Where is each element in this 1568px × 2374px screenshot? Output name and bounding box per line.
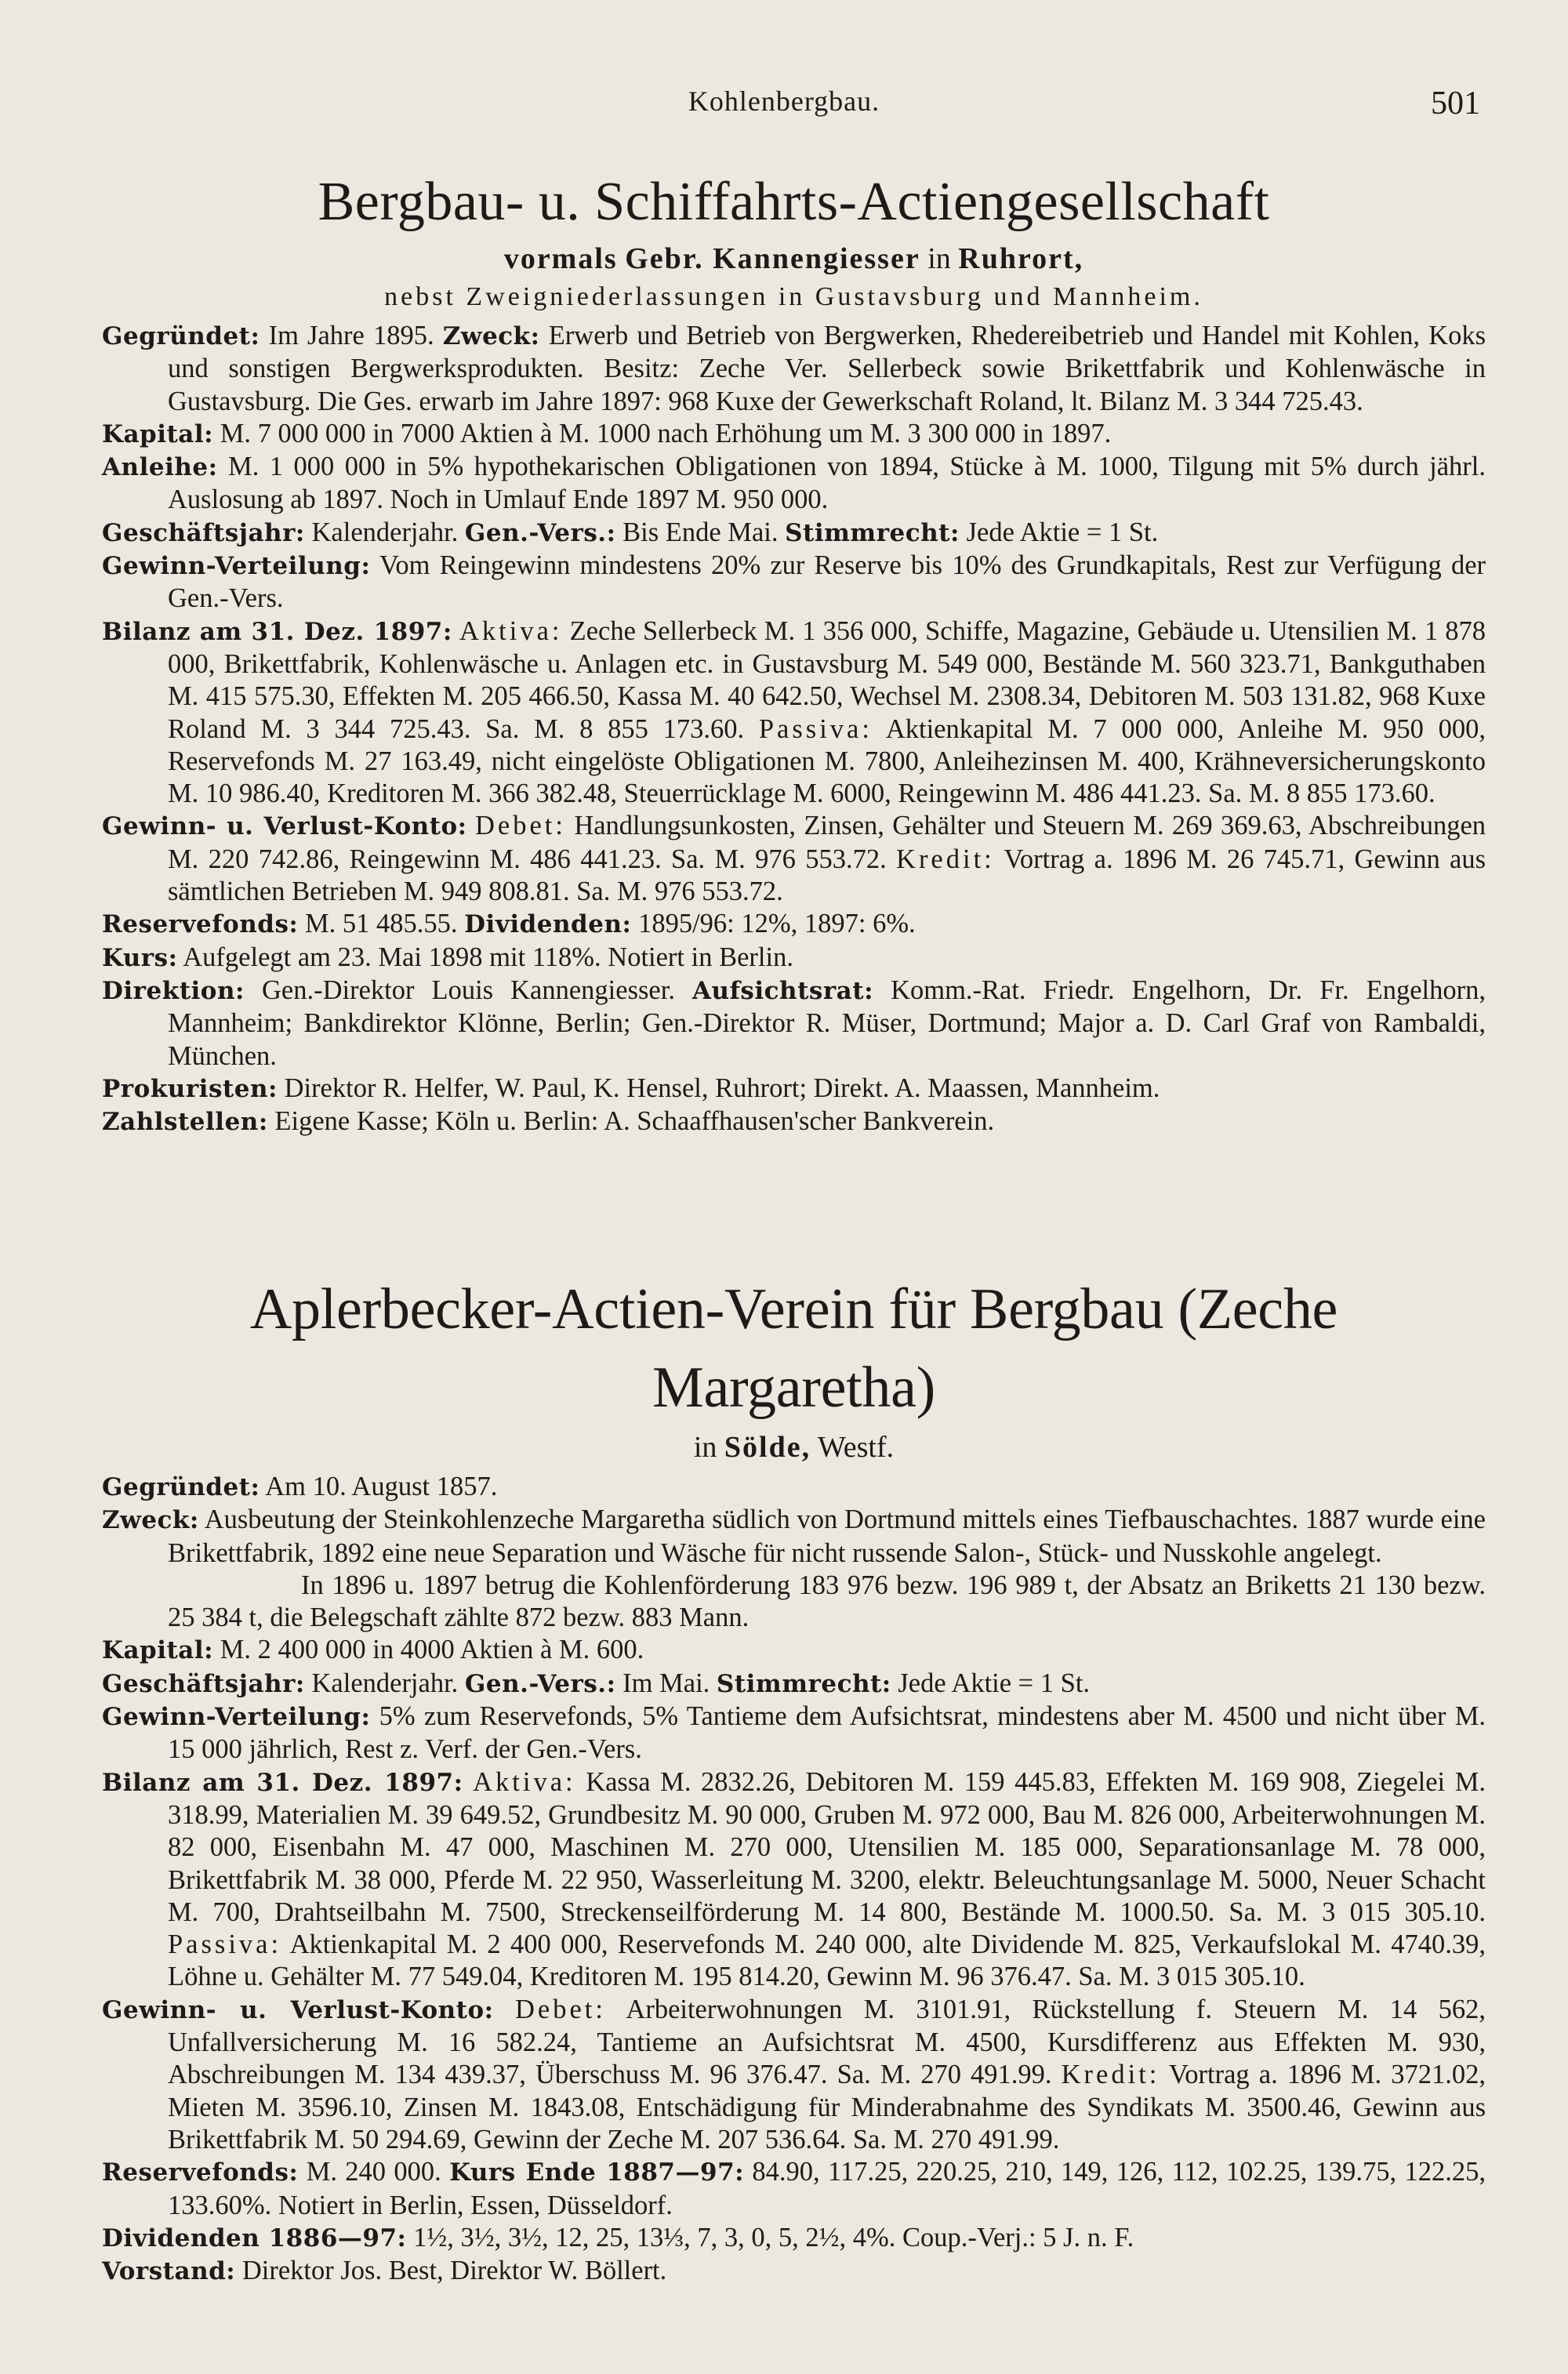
- entry-gegruendet: [102, 1471, 1486, 1504]
- label-prokuristen: Prokuristen:: [102, 1074, 278, 1103]
- label-reservefonds: Reservefonds:: [102, 2158, 299, 2187]
- label-gewinn-verlust: Gewinn- u. Verlust-Konto:: [102, 812, 467, 841]
- label-bilanz: Bilanz am 31. Dez. 1897:: [102, 617, 452, 646]
- text-passiva: Aktienkapital M. 2 400 000, Reservefonds M. 240 000, alte Dividende M. 825, Verkaufslokal M. 4740.39, Löhne u. Gehälter M. 77 549.04, Kreditoren M. 195 814.20, Gewinn M. 96 376.47. Sa. M. 3 015 305.10.: [168, 1929, 1486, 1992]
- label-bilanz: Bilanz am 31. Dez. 1897:: [102, 1768, 463, 1797]
- company-body: [102, 1471, 1486, 2288]
- text-debet: Handlungsunkosten, Zinsen, Gehälter und Steuern M. 269 369.63, Abschreibungen M. 220 742.86, Reingewinn M. 486 441.23. Sa. M. 976 553.72.: [168, 811, 1486, 874]
- text-zweck: Erwerb und Betrieb von Bergwerken, Rhedereibetrieb und Handel mit Kohlen, Koks und sonstigen Bergwerksprodukten. Besitz: Zeche Ver. Sellerbeck sowie Brikettfabrik und Kohlenwäsche in Gustavsburg. Die Ges. erwarb im Jahre 1897: 968 Kuxe der Gewerkschaft Roland, lt. Bilanz M. 3 344 725.43.: [168, 321, 1486, 416]
- entry-geschaeftsjahr: [102, 1668, 1486, 1701]
- label-geschaeftsjahr: Geschäftsjahr:: [102, 518, 305, 547]
- entry-direktion: [102, 975, 1486, 1073]
- label-dividenden: Dividenden 1886—97:: [102, 2223, 407, 2252]
- subtitle-vormals: vormals: [503, 242, 618, 275]
- subtitle-in: in: [693, 1431, 717, 1464]
- subtitle-name: Gebr. Kannengiesser: [625, 242, 920, 275]
- text-gegruendet: Am 10. August 1857.: [265, 1472, 498, 1501]
- text-gen-vers: Im Mai.: [622, 1668, 710, 1698]
- text-anleihe: M. 1 000 000 in 5% hypothekarischen Obligationen von 1894, Stücke à M. 1000, Tilgung mit 5% durch jährl. Auslosung ab 1897. Noch in Umlauf Ende 1897 M. 950 000.: [168, 452, 1486, 515]
- label-gewinn-verteilung: Gewinn-Verteilung:: [102, 552, 371, 581]
- text-reservefonds: M. 51 485.55.: [304, 909, 458, 939]
- subtitle-region: Westf.: [817, 1431, 895, 1464]
- text-passiva: Aktienkapital M. 7 000 000, Anleihe M. 950 000, Reservefonds M. 27 163.49, nicht eingelöste Obligationen M. 7800, Anleihezinsen M. 400, Krähneversicherungskonto M. 10 986.40, Kreditoren M. 366 382.48, Steuerrücklage M. 6000, Reingewinn M. 486 441.23. Sa. M. 8 855 173.60.: [168, 713, 1486, 809]
- entry-reservefonds: [102, 2156, 1486, 2222]
- entry-gewinn-verteilung: [102, 1701, 1486, 1766]
- label-zweck: Zweck:: [442, 322, 540, 350]
- entry-gewinn-verteilung: [102, 550, 1486, 615]
- label-passiva: Passiva:: [758, 713, 873, 744]
- company-body: [102, 320, 1486, 1138]
- text-kredit: Vortrag a. 1896 M. 3721.02, Mieten M. 3596.10, Zinsen M. 1843.08, Entschädigung für Minderabnahme des Syndikats M. 3500.46, Gewinn aus Brikettfabrik M. 50 294.69, Gewinn der Zeche M. 207 536.64. Sa. M. 270 491.99.: [168, 2060, 1486, 2154]
- entry-gegruendet: [102, 320, 1486, 418]
- label-anleihe: Anleihe:: [102, 453, 218, 482]
- label-kapital: Kapital:: [102, 419, 214, 448]
- entry-zweck-continued: In 1896 u. 1897 betrug die Kohlenförderung 183 976 bezw. 196 989 t, der Absatz an Briketts 21 130 bezw. 25 384 t, die Belegschaft zählte 872 bezw. 883 Mann.: [168, 1570, 1486, 1633]
- text-zahlstellen: Eigene Kasse; Köln u. Berlin: A. Schaaffhausen'scher Bankverein.: [274, 1106, 995, 1137]
- entry-geschaeftsjahr: [102, 517, 1486, 550]
- text-prokuristen: Direktor R. Helfer, W. Paul, K. Hensel, Ruhrort; Direkt. A. Maassen, Mannheim.: [284, 1073, 1160, 1103]
- company-entry-1: [102, 166, 1486, 1138]
- label-zahlstellen: Zahlstellen:: [102, 1108, 268, 1137]
- entry-kapital: [102, 1634, 1486, 1667]
- text-stimmrecht: Jede Aktie = 1 St.: [966, 517, 1159, 547]
- text-kredit: Vortrag a. 1896 M. 26 745.71, Gewinn aus sämtlichen Betrieben M. 949 808.81. Sa. M. 976 553.72.: [168, 844, 1486, 907]
- label-reservefonds: Reservefonds:: [102, 910, 299, 939]
- label-aufsichtsrat: Aufsichtsrat:: [692, 976, 874, 1005]
- company-subtitle: [102, 238, 1486, 279]
- label-dividenden: Dividenden:: [464, 910, 632, 939]
- company-branches: nebst Zweigniederlassungen in Gustavsburg und Mannheim.: [384, 282, 1203, 311]
- label-debet: Debet:: [474, 811, 566, 841]
- label-aktiva: Aktiva:: [459, 615, 563, 646]
- text-stimmrecht: Jede Aktie = 1 St.: [898, 1668, 1091, 1698]
- label-gen-vers: Gen.-Vers.:: [464, 1669, 616, 1698]
- text-dividenden: 1½, 3½, 3½, 12, 25, 13⅓, 7, 3, 0, 5, 2½, 4%. Coup.-Verj.: 5 J. n. F.: [413, 2222, 1134, 2252]
- text-kurs: Aufgelegt am 23. Mai 1898 mit 118%. Notiert in Berlin.: [183, 942, 793, 972]
- entry-bilanz: [102, 1766, 1486, 1994]
- label-stimmrecht: Stimmrecht:: [716, 1669, 891, 1698]
- label-stimmrecht: Stimmrecht:: [785, 518, 960, 547]
- label-passiva: Passiva:: [168, 1929, 282, 1960]
- subtitle-place: Sölde,: [724, 1431, 811, 1464]
- entry-zweck: [102, 1504, 1486, 1570]
- label-kredit: Kredit:: [896, 844, 995, 874]
- text-aktiva: Zeche Sellerbeck M. 1 356 000, Schiffe, Magazine, Gebäude u. Utensilien M. 1 878 000, Brikettfabrik, Kohlenwäsche u. Anlagen etc. in Gustavsburg M. 549 000, Bestände M. 560 323.71, Bankguthaben M. 415 575.30, Effekten M. 205 466.50, Kassa M. 40 642.50, Wechsel M. 2308.34, Debitoren M. 503 131.82, 968 Kuxe Roland M. 3 344 725.43. Sa. M. 8 855 173.60.: [168, 615, 1486, 744]
- text-reservefonds: M. 240 000.: [306, 2157, 441, 2187]
- page-number: 501: [1431, 85, 1480, 122]
- text-vorstand: Direktor Jos. Best, Direktor W. Böllert.: [241, 2256, 667, 2286]
- label-gewinn-verlust: Gewinn- u. Verlust-Konto:: [102, 1995, 494, 2024]
- label-geschaeftsjahr: Geschäftsjahr:: [102, 1669, 305, 1698]
- company-subtitle: [102, 1427, 1486, 1468]
- entry-anleihe: [102, 451, 1486, 517]
- entry-kapital: [102, 418, 1486, 451]
- running-title: Kohlenbergbau.: [688, 85, 880, 117]
- label-gegruendet: Gegründet:: [102, 1473, 260, 1501]
- text-geschaeftsjahr: Kalenderjahr.: [311, 517, 459, 547]
- label-kredit: Kredit:: [1061, 2060, 1160, 2090]
- text-direktion: Gen.-Direktor Louis Kannengiesser.: [262, 975, 675, 1005]
- entry-zahlstellen: [102, 1105, 1486, 1138]
- label-gegruendet: Gegründet:: [102, 322, 260, 350]
- label-gewinn-verteilung: Gewinn-Verteilung:: [102, 1703, 371, 1732]
- text-aufsichtsrat: Komm.-Rat. Friedr. Engelhorn, Dr. Fr. Engelhorn, Mannheim; Bankdirektor Klönne, Berlin; Gen.-Direktor R. Müser, Dortmund; Major a. D. Carl Graf von Rambaldi, München.: [168, 975, 1486, 1071]
- text-gewinn-verteilung: Vom Reingewinn mindestens 20% zur Reserve bis 10% des Grundkapitals, Rest zur Verfügung der Gen.-Vers.: [168, 550, 1486, 614]
- running-head: [0, 85, 1568, 132]
- label-debet: Debet:: [514, 1994, 606, 2024]
- label-kurs: Kurs Ende 1887—97:: [449, 2158, 745, 2187]
- text-dividenden: 1895/96: 12%, 1897: 6%.: [638, 909, 916, 939]
- text-debet: Arbeiterwohnungen M. 3101.91, Rückstellung f. Steuern M. 14 562, Unfallversicherung M. 16 582.24, Tantieme an Aufsichtsrat M. 4500, Kursdifferenz aus Effekten M. 930, Abschreibungen M. 134 439.37, Überschuss M. 96 376.47. Sa. M. 270 491.99.: [168, 1994, 1486, 2090]
- entry-vorstand: [102, 2255, 1486, 2288]
- label-vorstand: Vorstand:: [102, 2257, 236, 2286]
- text-aktiva: Kassa M. 2832.26, Debitoren M. 159 445.83, Effekten M. 169 908, Ziegelei M. 318.99, Materialien M. 39 649.52, Grundbesitz M. 90 000, Gruben M. 972 000, Bau M. 826 000, Arbeiterwohnungen M. 82 000, Eisenbahn M. 47 000, Maschinen M. 270 000, Utensilien M. 185 000, Separationsanlage M. 78 000, Brikettfabrik M. 38 000, Pferde M. 22 950, Wasserleitung M. 3200, elektr. Beleuchtungsanlage M. 5000, Neuer Schacht M. 700, Drahtseilbahn M. 7500, Streckenseilförderung M. 14 800, Bestände M. 1000.50. Sa. M. 3 015 305.10.: [168, 1766, 1486, 1927]
- subtitle-place: Ruhrort,: [958, 242, 1084, 275]
- text-kapital: M. 7 000 000 in 7000 Aktien à M. 1000 nach Erhöhung um M. 3 300 000 in 1897.: [220, 418, 1112, 448]
- label-aktiva: Aktiva:: [473, 1766, 576, 1797]
- company-title: Aplerbecker-Actien-Verein für Bergbau (Zeche Margaretha): [249, 1277, 1338, 1420]
- label-zweck: Zweck:: [102, 1506, 199, 1535]
- company-title: Bergbau- u. Schiffahrts-Actiengesellschaft: [318, 172, 1270, 232]
- text-gegruendet: Im Jahre 1895.: [268, 321, 434, 350]
- label-kapital: Kapital:: [102, 1636, 214, 1665]
- text-kapital: M. 2 400 000 in 4000 Aktien à M. 600.: [220, 1635, 644, 1665]
- entry-reservefonds: [102, 908, 1486, 941]
- company-entry-2: [102, 1270, 1486, 2288]
- text-geschaeftsjahr: Kalenderjahr.: [311, 1668, 459, 1698]
- entry-kurs: [102, 942, 1486, 975]
- label-gen-vers: Gen.-Vers.:: [464, 518, 616, 547]
- text-gewinn-verteilung: 5% zum Reservefonds, 5% Tantieme dem Aufsichtsrat, mindestens aber M. 4500 und nicht über M. 15 000 jährlich, Rest z. Verf. der Gen.-Vers.: [168, 1701, 1486, 1765]
- text-kurs: 84.90, 117.25, 220.25, 210, 149, 126, 112, 102.25, 139.75, 122.25, 133.60%. Notiert in Berlin, Essen, Düsseldorf.: [168, 2157, 1486, 2220]
- entry-gewinn-verlust: [102, 810, 1486, 908]
- entry-dividenden: [102, 2222, 1486, 2255]
- entry-gewinn-verlust: [102, 1994, 1486, 2156]
- entry-prokuristen: [102, 1073, 1486, 1105]
- text-gen-vers: Bis Ende Mai.: [622, 517, 779, 547]
- text-zweck: Ausbeutung der Steinkohlenzeche Margaretha südlich von Dortmund mittels eines Tiefbauschachtes. 1887 wurde eine Brikettfabrik, 1892 eine neue Separation und Wäsche für nicht russende Salon-, Stück- und Nusskohle angelegt.: [168, 1505, 1486, 1568]
- subtitle-in: in: [927, 242, 951, 275]
- entry-bilanz: [102, 615, 1486, 811]
- label-direktion: Direktion:: [102, 976, 245, 1005]
- label-kurs: Kurs:: [102, 943, 178, 972]
